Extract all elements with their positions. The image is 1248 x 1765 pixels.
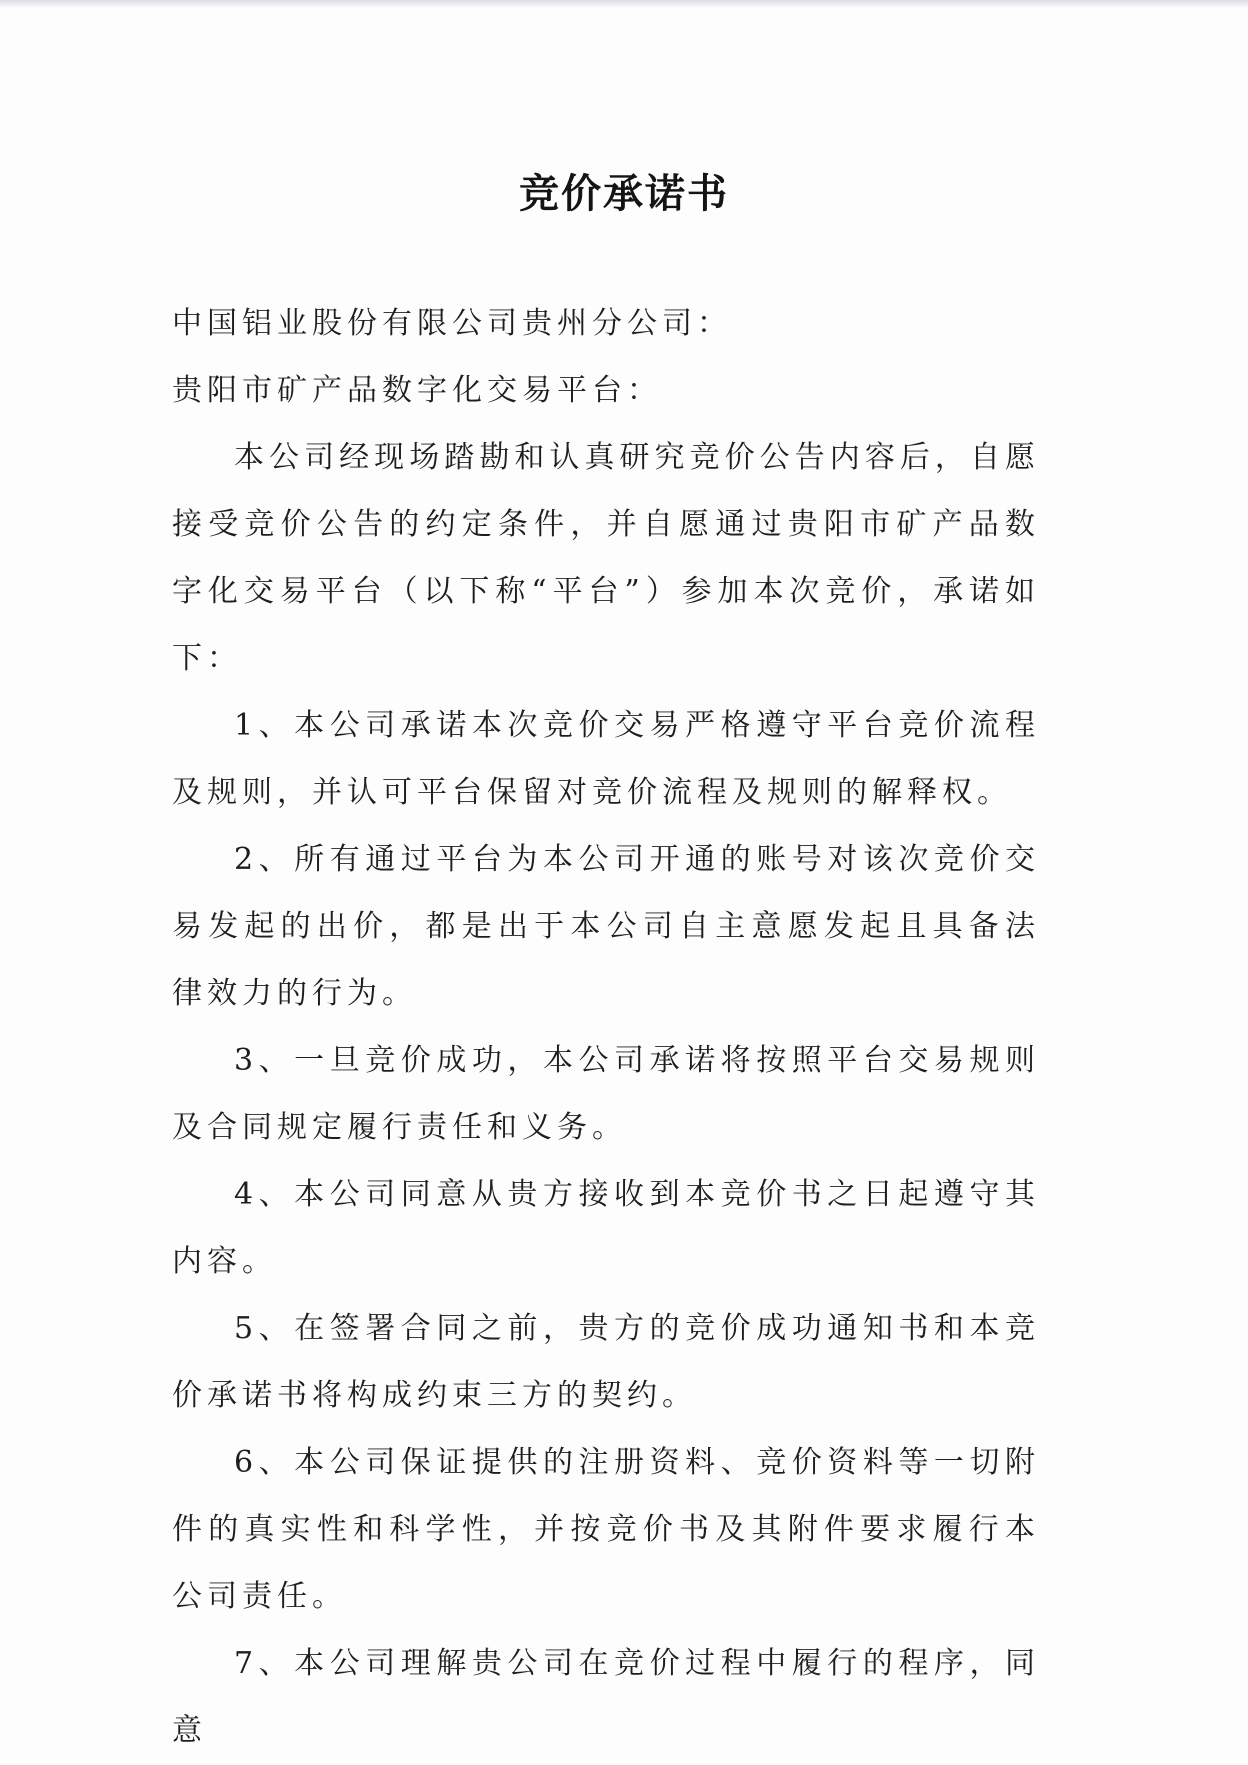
commitment-item: 6、本公司保证提供的注册资料、竞价资料等一切附件的真实性和科学性，并按竞价书及其附件要求履行本公司责任。 (172, 1445, 1040, 1614)
commitment-item: 4、本公司同意从贵方接收到本竞价书之日起遵守其内容。 (172, 1177, 1040, 1279)
addressee-line: 中国铝业股份有限公司贵州分公司： (172, 306, 732, 341)
commitment-item: 7、本公司理解贵公司在竞价过程中履行的程序，同意 (172, 1646, 1040, 1748)
scan-edge (0, 0, 1248, 8)
addressee-line: 贵阳市矿产品数字化交易平台： (172, 373, 662, 408)
intro-paragraph: 本公司经现场踏勘和认真研究竞价公告内容后，自愿接受竞价公告的约定条件，并自愿通过贵阳市矿产品数字化交易平台（以下称“平台”）参加本次竞价，承诺如下： (172, 440, 1040, 676)
document-body (172, 290, 1040, 1764)
commitment-item: 1、本公司承诺本次竞价交易严格遵守平台竞价流程及规则，并认可平台保留对竞价流程及规则的解释权。 (172, 708, 1040, 810)
commitment-item: 5、在签署合同之前，贵方的竞价成功通知书和本竞价承诺书将构成约束三方的契约。 (172, 1311, 1040, 1413)
document-title: 竞价承诺书 (519, 170, 729, 217)
commitment-item: 3、一旦竞价成功，本公司承诺将按照平台交易规则及合同规定履行责任和义务。 (172, 1043, 1040, 1145)
commitment-item: 2、所有通过平台为本公司开通的账号对该次竞价交易发起的出价，都是出于本公司自主意愿发起且具备法律效力的行为。 (172, 842, 1040, 1011)
